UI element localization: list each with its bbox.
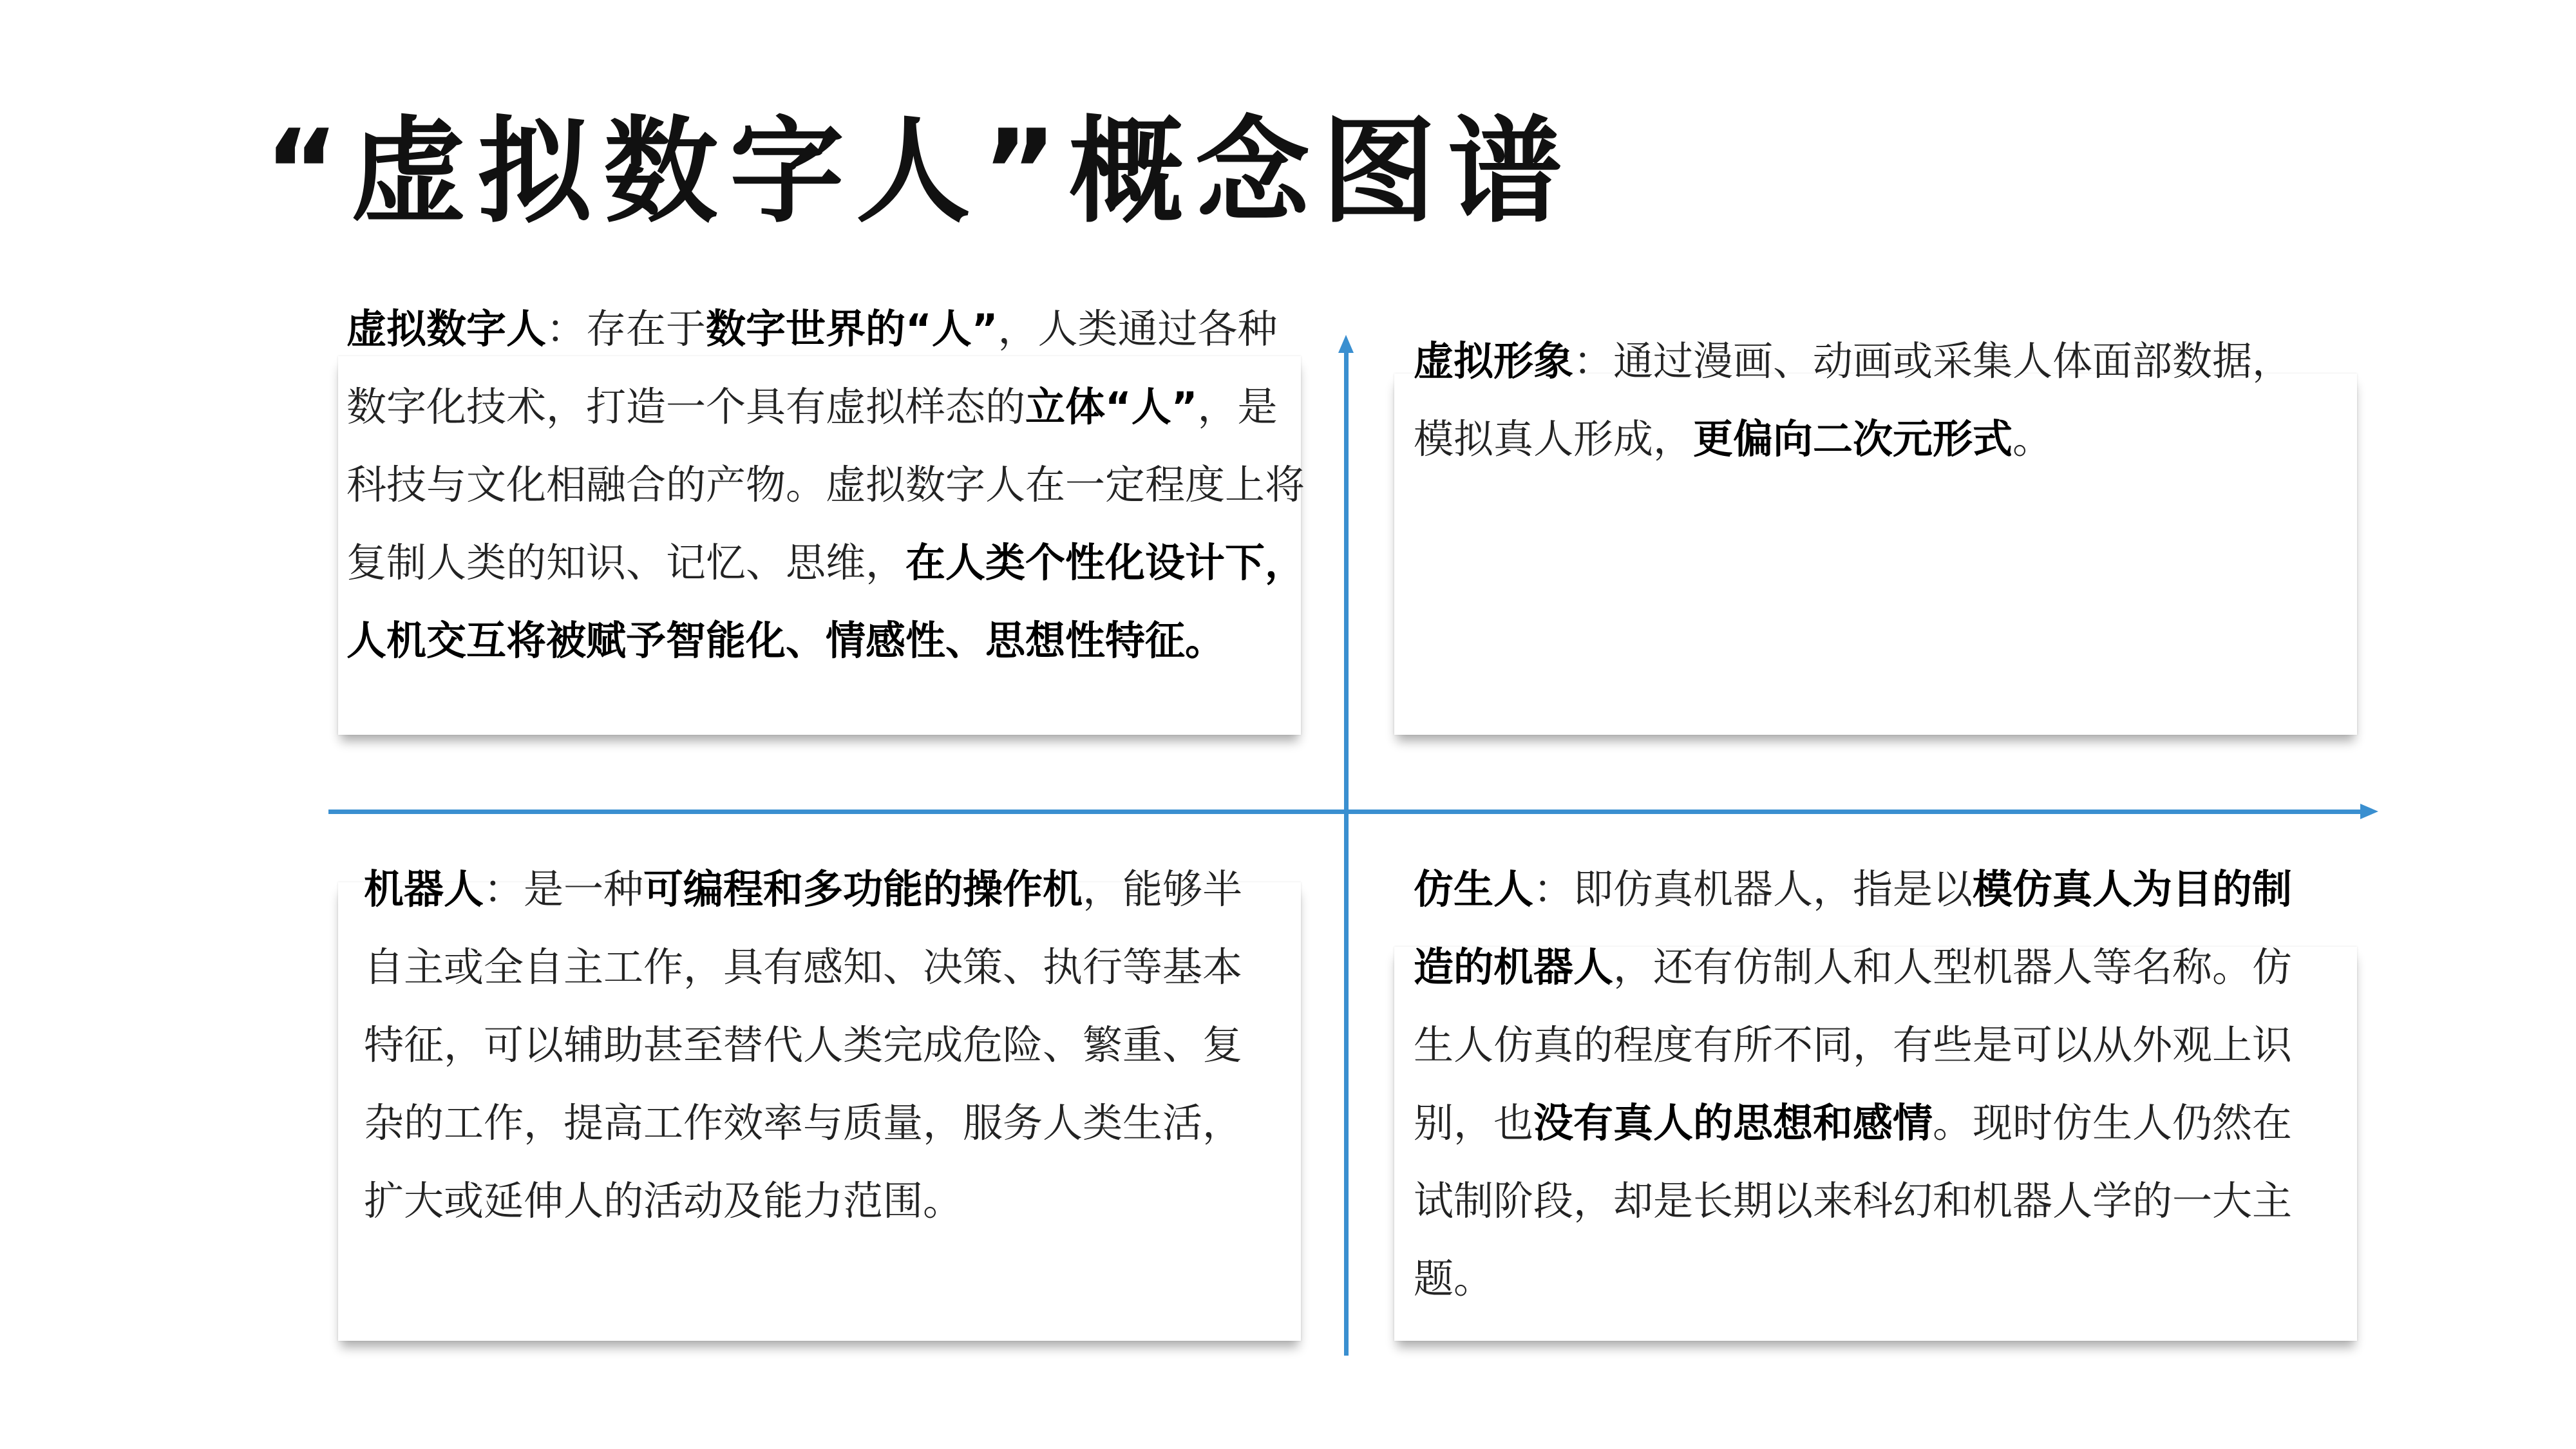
vertical-axis (1344, 351, 1349, 1356)
term-virtual-digital-human: 虚拟数字人 (346, 305, 547, 352)
term-virtual-image: 虚拟形象 (1414, 337, 1574, 384)
horizontal-axis-arrow-icon (2360, 804, 2378, 819)
vertical-axis-arrow-icon (1338, 335, 1354, 353)
term-robot: 机器人 (364, 866, 484, 913)
quadrant-top-right-text: 虚拟形象：通过漫画、动画或采集人体面部数据，模拟真人形成，更偏向二次元形式。 (1414, 337, 2293, 462)
page-title: “虚拟数字人”概念图谱 (264, 105, 1574, 238)
term-android: 仿生人 (1414, 866, 1534, 913)
quadrant-bottom-right-text: 仿生人：即仿真机器人，指是以模仿真人为目的制造的机器人，还有仿制人和人型机器人等名称。仿生人仿真的程度有所不同，有些是可以从外观上识别，也没有真人的思想和感情。现时仿生人仍然在试制阶段，却是长期以来科幻和机器人学的一大主题。 (1414, 866, 2293, 1302)
quadrant-top-left-text: 虚拟数字人：存在于数字世界的“人”，人类通过各种数字化技术，打造一个具有虚拟样态的立体“人”，是科技与文化相融合的产物。虚拟数字人在一定程度上将复制人类的知识、记忆、思维，在人类个性化设计下，人机交互将被赋予智能化、情感性、思想性特征。 (346, 305, 1305, 664)
horizontal-axis (328, 810, 2363, 814)
quadrant-bottom-left-text: 机器人：是一种可编程和多功能的操作机，能够半自主或全自主工作，具有感知、决策、执行等基本特征，可以辅助甚至替代人类完成危险、繁重、复杂的工作，提高工作效率与质量，服务人类生活，扩大或延伸人的活动及能力范围。 (364, 866, 1243, 1224)
